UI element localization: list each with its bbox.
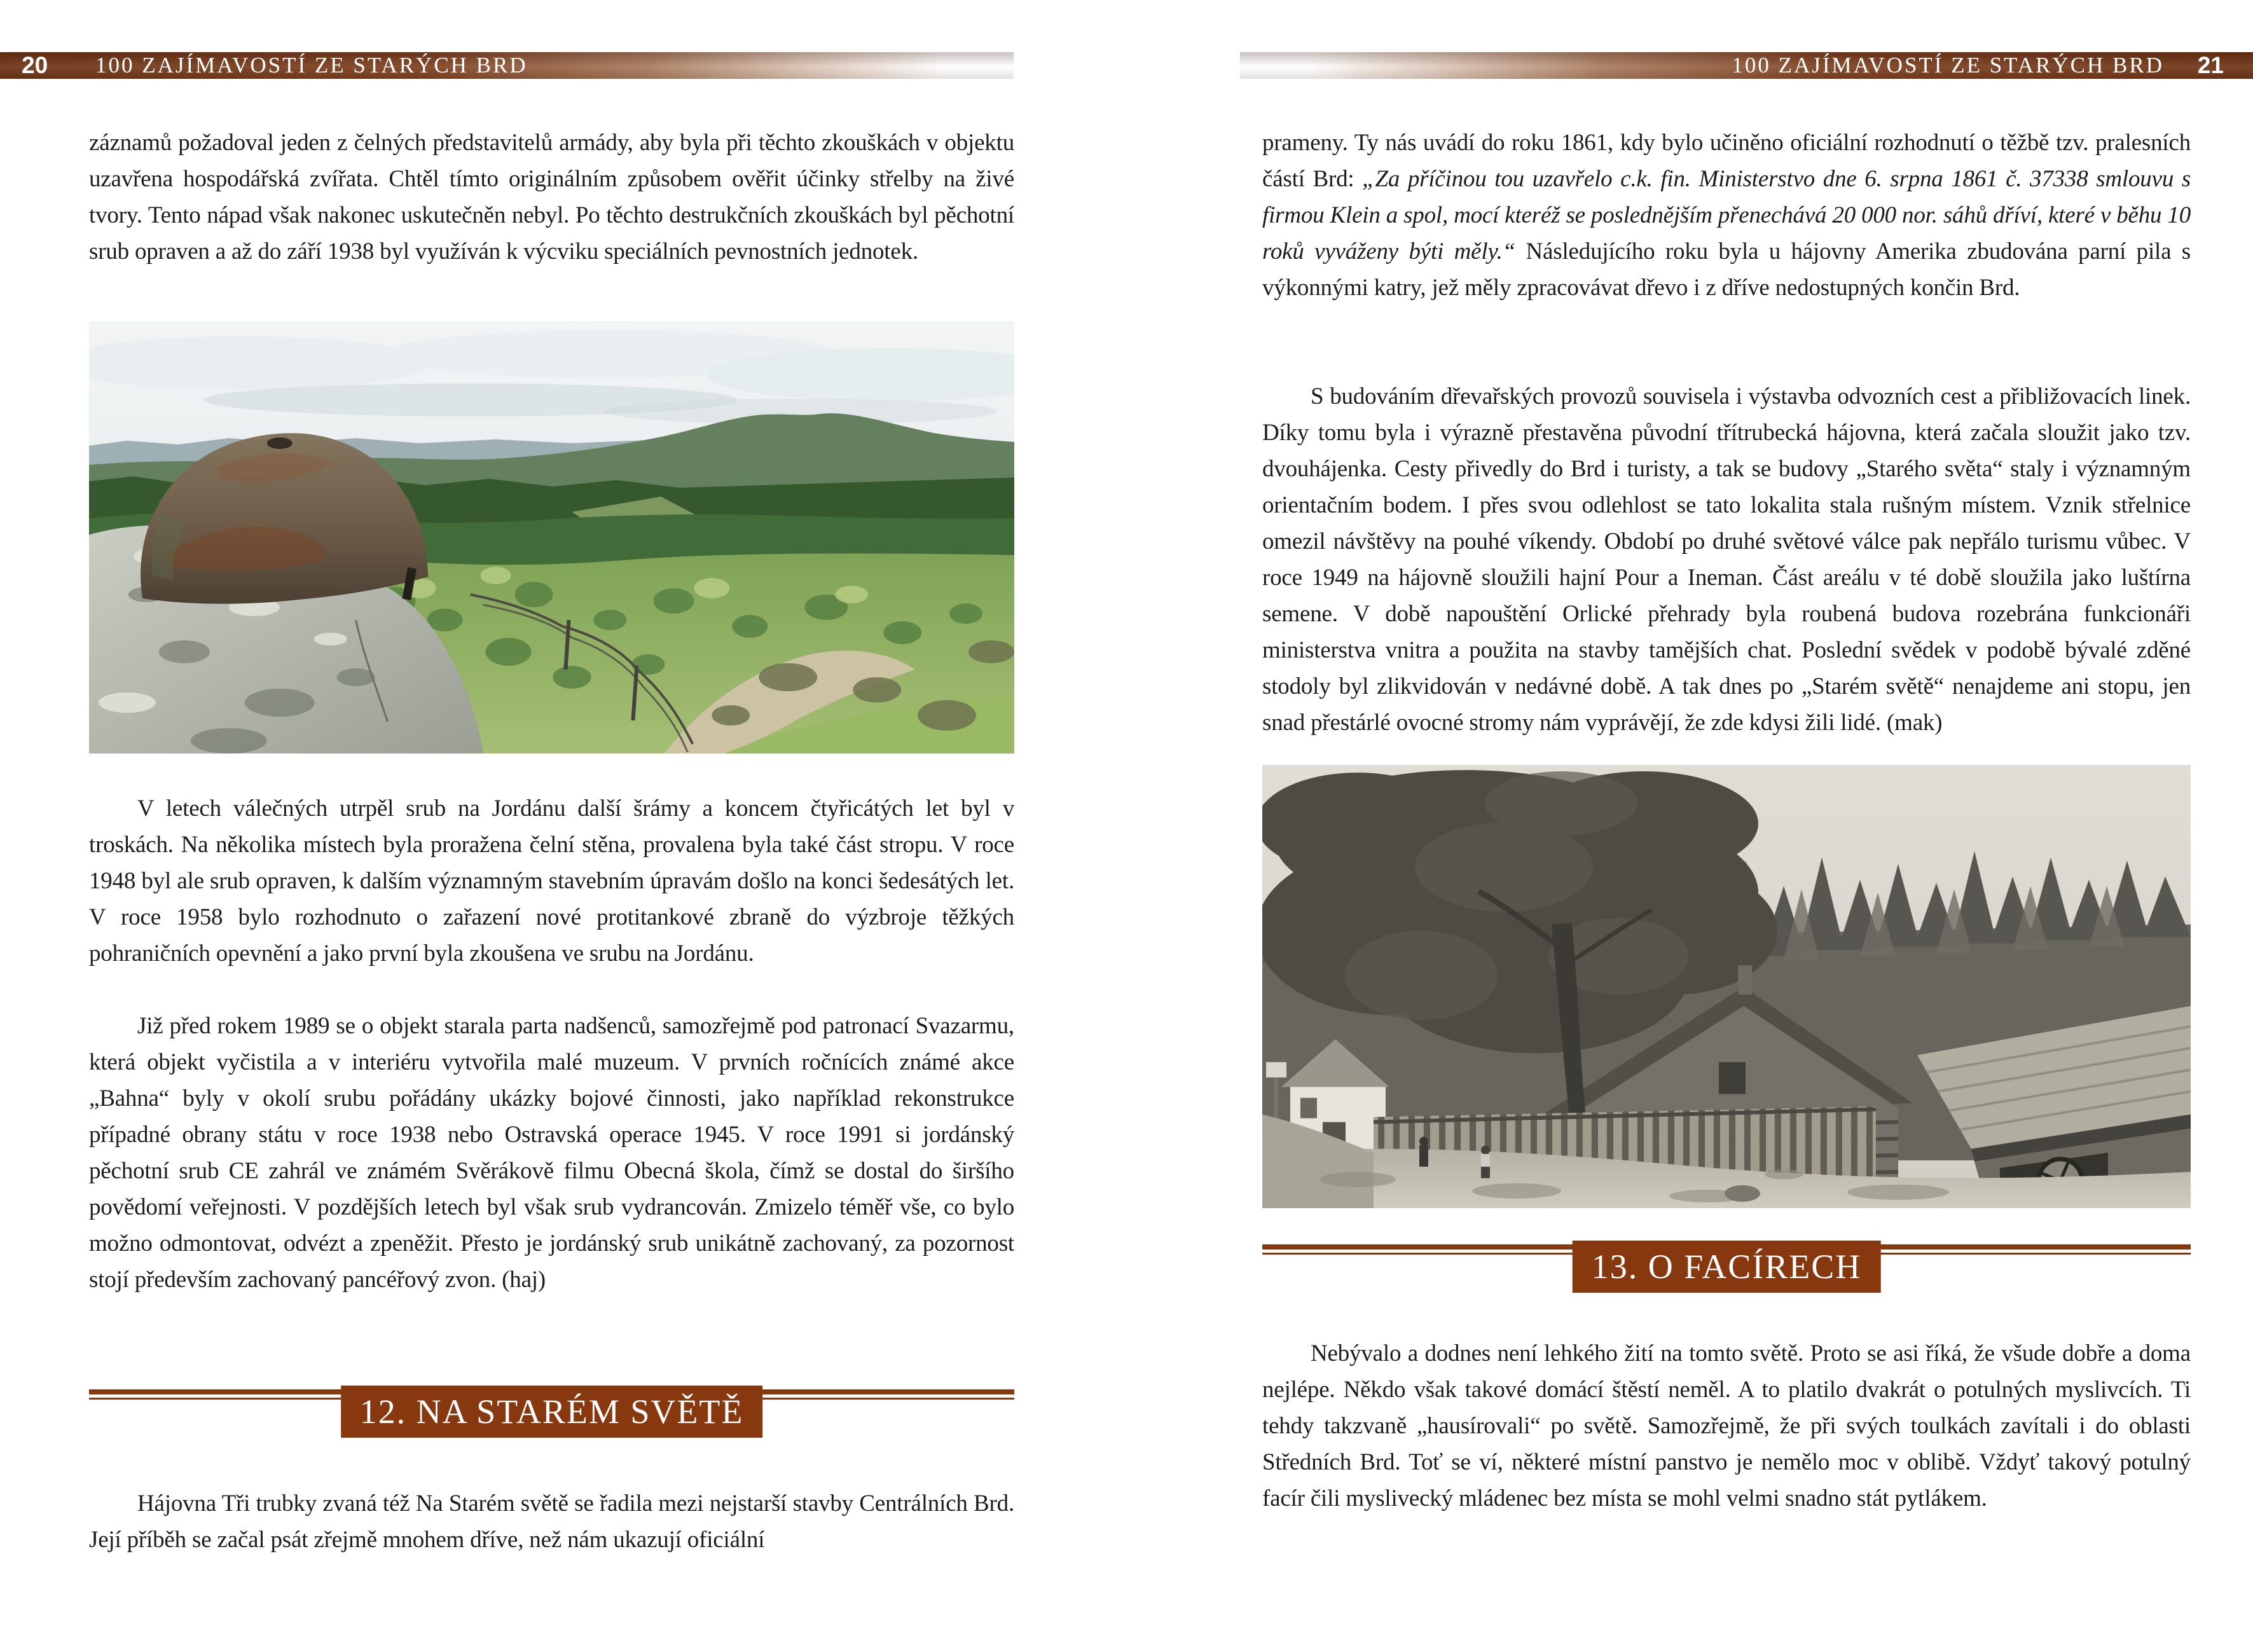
running-head-title-right: 100 ZAJÍMAVOSTÍ ZE STARÝCH BRD: [1732, 53, 2164, 78]
photo-lodge-bw-art: [1262, 765, 2191, 1208]
left-paragraph-1: záznamů požadoval jeden z čelných představitelů armády, aby byla při těchto zkouškách v objektu uzavřena hospodářská zvířata. Chtěl tímto originálním způsobem ověřit účinky střelby na živé tvory. Tento nápad však nakonec uskutečněn nebyl. Po těchto destrukčních zkouškách byl pěchotní srub opraven a až do září 1938 byl využíván k výcviku speciálních pevnostních jednotek.: [89, 130, 1014, 265]
right-paragraph-1: [1262, 125, 2191, 306]
running-head-title-left: 100 ZAJÍMAVOSTÍ ZE STARÝCH BRD: [95, 53, 528, 78]
section-12-heading: 12. NA STARÉM SVĚTĚ: [341, 1386, 763, 1438]
photo-bunker-landscape: [89, 321, 1014, 754]
right-paragraph-2: S budováním dřevařských provozů souvisela i výstavba odvozních cest a přibližovacích linek. Díky tomu byla i výrazně přestavěna původní třítrubecká hájovna, která začala sloužit jako tzv. dvouhájenka. Cesty přivedly do Brd i turisty, a tak se budovy „Starého světa“ staly i významným orientačním bodem. I přes svou odlehlost se tato lokalita stala rušným místem. Vznik střelnice omezil návštěvy na pouhé víkendy. Období po druhé světové válce pak nepřálo turismu vůbec. V roce 1949 na hájovně sloužili hajní Pour a Ineman. Část areálu v té době sloužila jako luštírna semene. V době napouštění Orlické přehrady byla roubená budova rozebrána funkcionáři ministerstva vnitra a použita na stavby tamějších chat. Poslední svědek v podobě bývalé zděné stodoly byl zlikvidován v nedávné době. A tak dnes po „Starém světě“ nenajdeme ani stopu, jen snad přestárlé ovocné stromy nám vyprávějí, že zde kdysi žili lidé. (mak): [1262, 383, 2191, 736]
left-paragraph-2: V letech válečných utrpěl srub na Jordánu další šrámy a koncem čtyřicátých let byl v troskách. Na několika místech byla proražena čelní stěna, provalena byla také část stropu. V roce 1948 byl ale srub opraven, k dalším významným stavebním úpravám došlo na konci šedesátých let. V roce 1958 bylo rozhodnuto o zařazení nové protitankové zbraně do výzbroje těžkých pohraničních opevnění a jako první byla zkoušena ve srubu na Jordánu.: [89, 795, 1014, 967]
right-paragraph-1-tail: Následujícího roku byla u hájovny Amerika zbudována parní pila s výkonnými katry, jež měly zpracovávat dřevo i z dříve nedostupných končin Brd.: [1262, 238, 2191, 301]
right-paragraph-1-lead: prameny. Ty nás uvádí do roku 1861, kdy bylo učiněno oficiální rozhodnutí o těžbě tzv. pralesních částí Brd:: [1262, 130, 2191, 192]
photo-bunker-landscape-art: [89, 321, 1014, 754]
running-head-left: [0, 52, 1014, 79]
running-head-right: [1240, 52, 2253, 79]
left-paragraph-3: Již před rokem 1989 se o objekt starala parta nadšenců, samozřejmě pod patronací Svazarmu, která objekt vyčistila a v interiéru vytvořila malé muzeum. V prvních ročnících známé akce „Bahna“ byly v okolí srubu pořádány ukázky bojové činnosti, jako například rekonstrukce případné obrany státu v roce 1938 nebo Ostravská operace 1945. V roce 1991 si jordánský pěchotní srub CE zahrál ve známém Svěrákově filmu Obecná škola, čímž se dostal do širšího povědomí veřejnosti. V pozdějších letech byl však srub vydrancován. Zmizelo téměř vše, co bylo možno odmontovat, odvézt a zpeněžit. Přesto je jordánský srub unikátně zachovaný, za pozornost stojí především zachovaný pancéřový zvon. (haj): [89, 1013, 1014, 1293]
section-13-heading: 13. O FACÍRECH: [1573, 1241, 1881, 1293]
page-number-right: 21: [2197, 52, 2224, 78]
page-number-left: 20: [22, 52, 48, 78]
left-paragraph-4: Hájovna Tři trubky zvaná též Na Starém světě se řadila mezi nejstarší stavby Centrálních Brd. Její příběh se začal psát zřejmě mnohem dříve, než nám ukazují oficiální: [89, 1490, 1014, 1553]
right-paragraph-3: Nebývalo a dodnes není lehkého žití na tomto světě. Proto se asi říká, že všude dobře a doma nejlépe. Někdo však takové domácí štěstí neměl. A to platilo dvakrát o potulných myslivcích. Ti tehdy takzvaně „hausírovali“ po světě. Samozřejmě, že při svých toulkách zavítali i do oblasti Středních Brd. Toť se ví, některé místní panstvo je nemělo moc v oblibě. Vždyť takový potulný facír čili myslivecký mládenec bez místa se mohl velmi snadno stát pytlákem.: [1262, 1340, 2191, 1511]
right-paragraph-1-quote: „Za příčinou tou uzavřelo c.k. fin. Ministerstvo dne 6. srpna 1861 č. 37338 smlouvu s firmou Klein a spol, mocí kteréž se poslednějším přenechává 20 000 nor. sáhů dříví, které v běhu 10 roků vyváženy býti měly.“: [1262, 166, 2191, 265]
photo-lodge-bw: [1262, 765, 2191, 1208]
